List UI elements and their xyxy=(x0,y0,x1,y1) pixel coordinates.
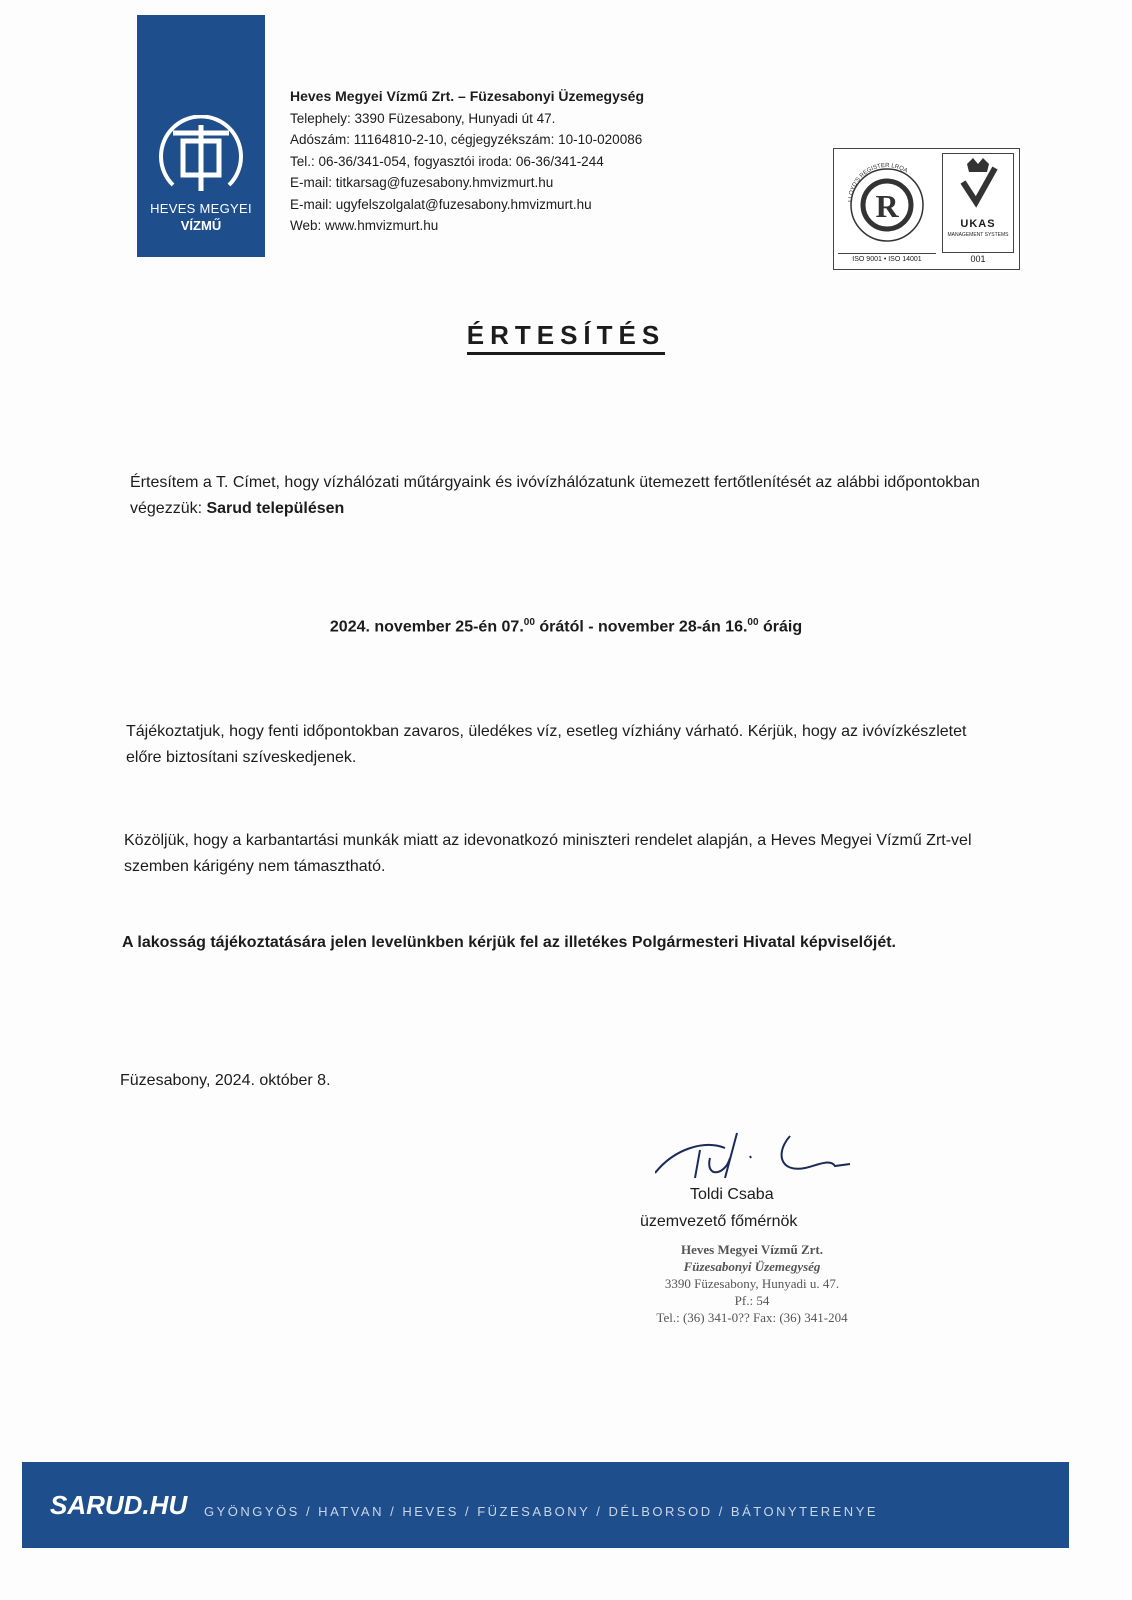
lrqa-mark xyxy=(838,153,936,251)
intro-paragraph xyxy=(130,470,1010,522)
registered-quality-icon xyxy=(838,153,936,251)
info-paragraph: Tájékoztatjuk, hogy fenti időpontokban zavaros, üledékes víz, esetleg vízhiány várható. Kérjük, hogy az ivóvízkészletet előre biztosítani szíveskedjenek. xyxy=(126,723,967,766)
ukas-label: UKAS xyxy=(960,218,996,230)
liability-paragraph: Közöljük, hogy a karbantartási munkák miatt az idevonatkozó miniszteri rendelet alapján, a Heves Megyei Vízmű Zrt-vel szemben kárigény nem támasztható. xyxy=(124,832,972,875)
email-line: E-mail: titkarsag@fuzesabony.hmvizmurt.hu xyxy=(290,175,554,190)
iso-label: ISO 9001 • ISO 14001 xyxy=(838,253,936,265)
title-text: ÉRTESÍTÉS xyxy=(467,320,665,355)
stamp-line: Pf.: 54 xyxy=(734,1293,770,1308)
stamp-line: 3390 Füzesabony, Hunyadi u. 47. xyxy=(664,1276,840,1291)
email-line: E-mail: ugyfelszolgalat@fuzesabony.hmvizmurt.hu xyxy=(290,196,592,212)
document-title xyxy=(0,320,1132,351)
stamp-line: Tel.: (36) 341-0?? Fax: (36) 341-204 xyxy=(656,1310,848,1325)
footer-cities: GYÖNGYÖS / HATVAN / HEVES / FÜZESABONY / DÉLBORSOD / BÁTONYTERENYE xyxy=(204,1504,879,1519)
lrqa-ring-text: LLOYD'S REGISTER LRQA xyxy=(847,162,909,203)
schedule-start-minutes: 00 xyxy=(523,617,535,628)
web-line: Web: www.hmvizmurt.hu xyxy=(290,218,439,233)
footer-brand: SARUD.HU xyxy=(50,1490,188,1520)
company-header xyxy=(290,86,644,237)
ukas-sublabel: MANAGEMENT SYSTEMS xyxy=(947,232,1009,238)
signer-name: Toldi Csaba xyxy=(690,1186,774,1203)
company-name: Heves Megyei Vízmű Zrt. – Füzesabonyi Üzemegység xyxy=(290,88,645,104)
certification-badge xyxy=(833,148,1020,270)
request-paragraph: A lakosság tájékoztatására jelen levelünkben kérjük fel az illetékes Polgármesteri Hivatal képviselőjét. xyxy=(122,934,896,951)
phone-line: Tel.: 06-36/341-054, fogyasztói iroda: 06-36/341-244 xyxy=(290,153,604,169)
svg-text:R: R xyxy=(875,188,899,224)
ukas-mark xyxy=(942,153,1014,253)
stamp-line: Füzesabonyi Üzemegység xyxy=(683,1259,821,1274)
schedule-suffix: óráig xyxy=(758,618,803,636)
tax-line: Adószám: 11164810-2-10, cégjegyzékszám: 10-10-020086 xyxy=(290,132,643,147)
crown-check-icon xyxy=(943,154,1013,216)
logo-line2: VÍZMŰ xyxy=(180,218,222,233)
logo-line1: HEVES MEGYEI xyxy=(150,201,252,216)
stamp-line: Heves Megyei Vízmű Zrt. xyxy=(681,1242,823,1257)
schedule-end-minutes: 00 xyxy=(747,617,759,628)
intro-location: Sarud településen xyxy=(206,500,345,517)
logo-emblem-icon xyxy=(151,115,251,201)
schedule-end: órától - november 28-án 16. xyxy=(534,618,748,636)
place-date: Füzesabony, 2024. október 8. xyxy=(120,1072,331,1089)
intro-text: Értesítem a T. Címet, hogy vízhálózati műtárgyaink és ivóvízhálózatunk ütemezett fertőtlenítését az alábbi időpontokban végezzük: xyxy=(130,474,980,517)
cert-number: 001 xyxy=(970,254,986,264)
schedule-start: 2024. november 25-én 07. xyxy=(329,618,524,636)
company-stamp xyxy=(632,1241,872,1326)
signer-role: üzemvezető főmérnök xyxy=(640,1213,798,1230)
schedule-line xyxy=(0,610,1132,640)
footer-band xyxy=(22,1462,1069,1548)
address-line: Telephely: 3390 Füzesabony, Hunyadi út 47. xyxy=(290,110,556,126)
company-logo xyxy=(137,15,265,257)
